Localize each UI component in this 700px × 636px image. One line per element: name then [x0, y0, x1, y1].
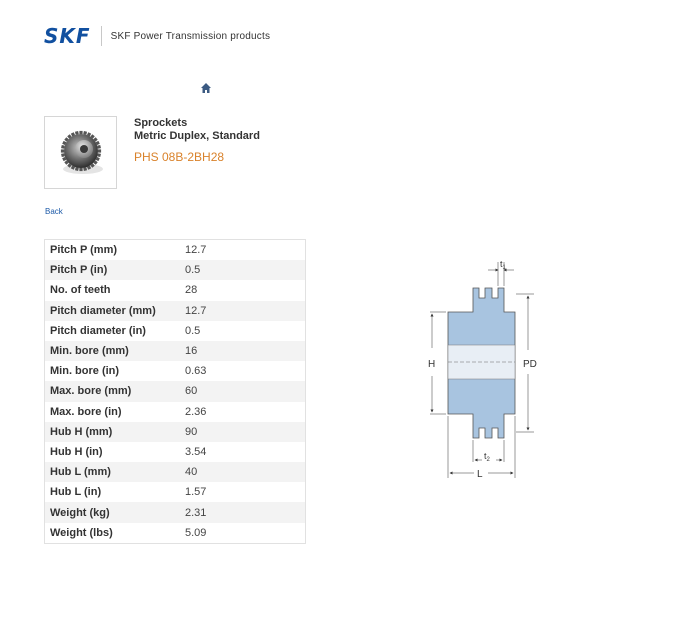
product-subtitle: Metric Duplex, Standard: [134, 130, 260, 142]
spec-label: No. of teeth: [50, 284, 111, 297]
spec-value: 3.54: [185, 445, 207, 458]
header: [44, 24, 270, 48]
spec-row: [45, 381, 306, 401]
spec-label: Max. bore (in): [50, 405, 122, 418]
product-code: PHS 08B-2BH28: [134, 150, 225, 164]
spec-value: 0.63: [185, 365, 207, 378]
spec-label: Max. bore (mm): [45, 381, 176, 401]
spec-value: 1.57: [185, 486, 207, 499]
spec-value: 2.31: [175, 502, 306, 522]
spec-row: [45, 301, 306, 321]
h-label: H: [428, 359, 436, 370]
spec-label: Hub H (in): [50, 445, 103, 458]
spec-label: Min. bore (mm): [45, 341, 176, 361]
spec-label: Hub L (mm): [45, 462, 176, 482]
product-thumbnail[interactable]: [44, 116, 117, 189]
back-link[interactable]: Back: [45, 207, 63, 216]
spec-label: Pitch P (in): [45, 260, 176, 280]
spec-value: 60: [175, 381, 306, 401]
spec-row: [45, 321, 306, 341]
spec-row: [45, 482, 306, 502]
l-label: L: [477, 469, 483, 480]
spec-row: [45, 260, 306, 280]
spec-value: 0.5: [185, 324, 201, 337]
product-category: Sprockets: [134, 117, 188, 129]
spec-row: [45, 502, 306, 522]
spec-row: [45, 341, 306, 361]
spec-label: Weight (lbs): [50, 526, 113, 539]
spec-row: [45, 523, 306, 544]
skf-logo[interactable]: SKF: [44, 24, 91, 48]
sprocket-image: [50, 122, 112, 184]
t2-label: $t_2$: [484, 451, 490, 463]
spec-label: Pitch diameter (in): [50, 324, 146, 337]
spec-row: [45, 240, 306, 261]
spec-value: 12.7: [175, 301, 306, 321]
spec-value: 5.09: [185, 526, 207, 539]
spec-row: [45, 402, 306, 422]
spec-label: Pitch diameter (mm): [45, 301, 176, 321]
spec-row: [45, 361, 306, 381]
header-divider: [101, 26, 102, 46]
t1-label: $t_1$: [500, 259, 506, 271]
sprocket-dimension-drawing: [412, 250, 544, 480]
spec-value: 12.7: [185, 244, 207, 257]
spec-label: Weight (kg): [45, 502, 176, 522]
spec-row: [45, 442, 306, 462]
spec-value: 2.36: [185, 405, 207, 418]
spec-table: [44, 239, 306, 544]
spec-value: 0.5: [175, 260, 306, 280]
spec-value: 16: [175, 341, 306, 361]
spec-value: 90: [175, 422, 306, 442]
spec-row: [45, 422, 306, 442]
home-icon[interactable]: [200, 82, 212, 94]
header-title: SKF Power Transmission products: [110, 30, 271, 42]
spec-row: [45, 462, 306, 482]
spec-value: 40: [175, 462, 306, 482]
spec-label: Hub H (mm): [45, 422, 176, 442]
spec-row: [45, 280, 306, 300]
pd-label: PD: [523, 359, 537, 370]
spec-value: 28: [185, 284, 198, 297]
spec-label: Pitch P (mm): [50, 244, 118, 257]
spec-label: Min. bore (in): [50, 365, 120, 378]
spec-label: Hub L (in): [50, 486, 102, 499]
